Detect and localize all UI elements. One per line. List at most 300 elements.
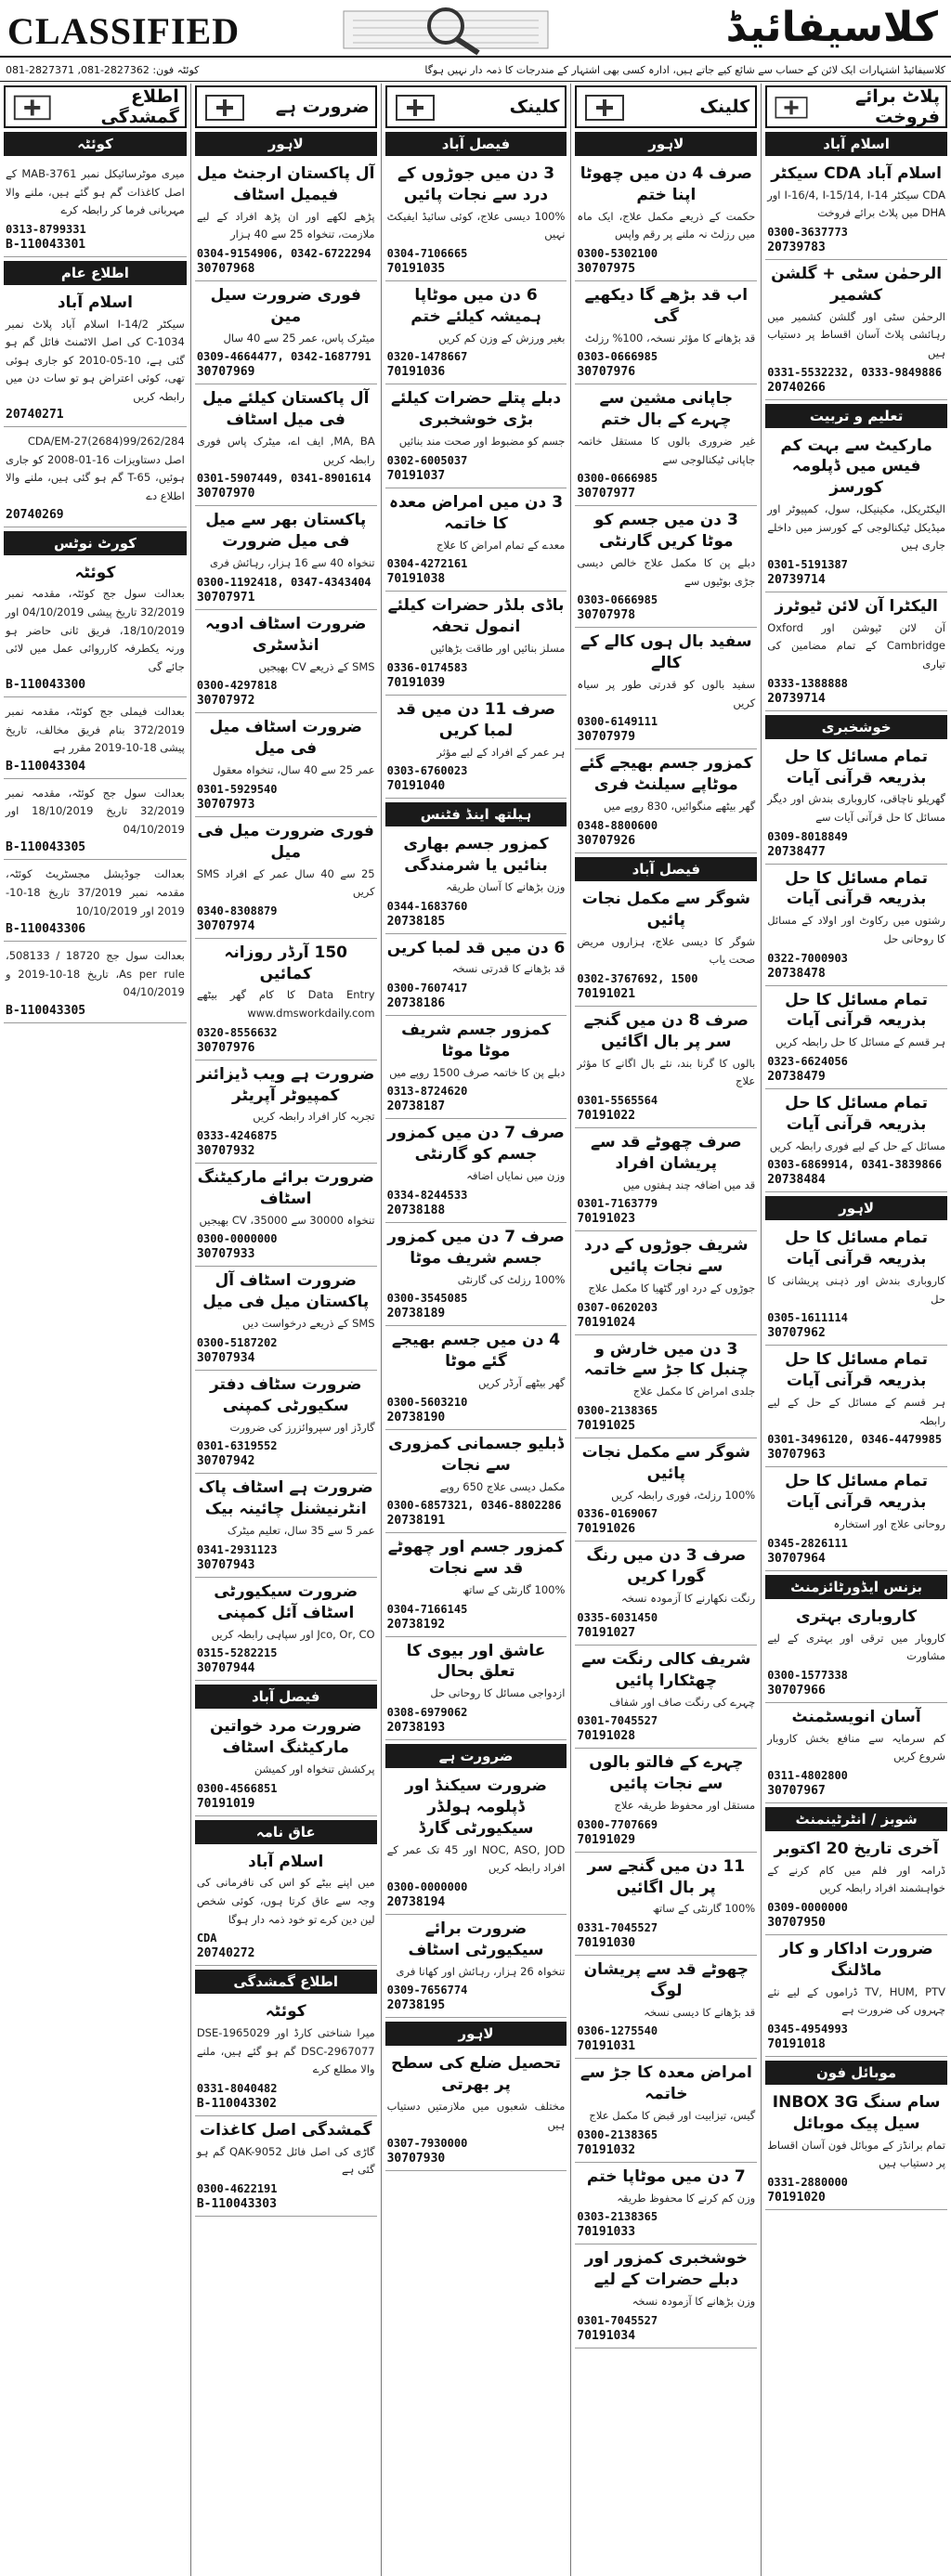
classified-ad bbox=[765, 986, 947, 1089]
classified-ad bbox=[385, 830, 567, 933]
section-city-banner: لاہور bbox=[385, 2022, 567, 2046]
ad-headline: 6 دن میں قد لمبا کریں bbox=[386, 938, 566, 957]
ad-phone: 0301-3496120, 0346-4479985 bbox=[767, 1433, 943, 1447]
ad-headline: چہرے کے فالتو بالوں سے نجات پائیں bbox=[589, 1753, 744, 1794]
ad-code: 20738189 bbox=[386, 1307, 446, 1321]
ad-code: 70191029 bbox=[577, 1832, 636, 1847]
section-city-banner: بزنس ایڈورٹائزمنٹ bbox=[765, 1575, 947, 1599]
ad-code: 70191023 bbox=[577, 1212, 636, 1227]
ad-code: 20740266 bbox=[767, 380, 826, 395]
ad-code: 70191040 bbox=[386, 779, 446, 794]
ad-code: 30707975 bbox=[577, 261, 636, 276]
ad-body: ہر قسم کے مسائل کے حل کے لیے رابطہ bbox=[767, 1396, 945, 1427]
ad-headline: صرف 7 دن میں کمزور جسم کو گارنٹی bbox=[387, 1124, 565, 1164]
ad-phone: 0300-7707669 bbox=[577, 1817, 658, 1831]
section-city-banner: ہیلتھ اینڈ فٹنس bbox=[385, 802, 567, 826]
ad-body: معدے کے تمام امراض کا علاج bbox=[436, 538, 566, 552]
ad-headline: شریف کالی رنگت سے چھٹکارا پائیں bbox=[581, 1649, 751, 1690]
ad-body: ازدواجی مسائل کا روحانی حل bbox=[430, 1686, 566, 1700]
ad-headline: الیکٹرا آن لائن ٹیوٹرز bbox=[775, 597, 938, 616]
ad-body: تنخواہ 26 ہزار، رہائش اور کھانا فری bbox=[396, 1964, 566, 1978]
ad-code: 20738478 bbox=[767, 966, 826, 981]
classified-ad bbox=[765, 1467, 947, 1570]
ad-headline: مارکیٹ سے بہت کم فیس میں ڈپلومہ کورسز bbox=[780, 436, 932, 498]
ad-body: SMS کے ذریعے درخواست دیں bbox=[242, 1317, 375, 1331]
ad-phone: 0345-2826111 bbox=[767, 1536, 848, 1550]
ad-code: 20738185 bbox=[386, 914, 446, 929]
ad-phone: 0340-8308879 bbox=[196, 904, 278, 917]
ad-phone: 0300-5302100 bbox=[577, 246, 658, 260]
ad-code: 70191032 bbox=[577, 2142, 636, 2157]
classified-ad bbox=[195, 939, 377, 1060]
ad-code: 30707974 bbox=[196, 918, 255, 933]
ad-headline: اسلام آباد bbox=[57, 293, 133, 312]
ad-phone: 0331-5532232, 0333-9849886 bbox=[767, 365, 943, 379]
classified-ad bbox=[575, 1335, 757, 1438]
ad-phone: 0315-5282215 bbox=[196, 1646, 278, 1660]
ad-headline: کمزور جسم شریف موٹا موٹا bbox=[401, 1020, 551, 1060]
ad-phone: 0304-9154906, 0342-6722294 bbox=[196, 246, 371, 260]
ad-headline: آخری تاریخ 20 اکتوبر bbox=[774, 1839, 939, 1858]
ad-headline: صرف 7 دن میں کمزور جسم شریف موٹا bbox=[387, 1227, 565, 1268]
ad-headline: صرف 8 دن میں گنجے سر پر بال اگائیں bbox=[583, 1010, 749, 1051]
ad-phone: 0300-0666985 bbox=[577, 472, 658, 486]
ad-phone: 0300-4622191 bbox=[196, 2181, 278, 2195]
ad-body: غیر ضروری بالوں کا مستقل خاتمہ جاپانی ٹیکنالوجی سے bbox=[577, 435, 756, 466]
classified-ad bbox=[575, 1438, 757, 1542]
ad-code: 20738195 bbox=[386, 1998, 446, 2013]
ad-phone: 0304-7106665 bbox=[386, 246, 468, 260]
ad-code: 30707968 bbox=[196, 261, 255, 276]
classified-ad bbox=[195, 713, 377, 816]
ad-headline: ضرورت سٹاف دفتر سکیورٹی کمپنی bbox=[209, 1374, 362, 1415]
ad-code: 20738191 bbox=[386, 1514, 446, 1529]
ad-code: 20740269 bbox=[6, 507, 64, 522]
ad-body: عمر 25 سے 40 سال، تنخواہ معقول bbox=[213, 763, 375, 777]
ad-phone: 0311-4802800 bbox=[767, 1768, 848, 1782]
house-sign-icon bbox=[773, 90, 810, 124]
ad-code: 20740271 bbox=[6, 408, 64, 423]
ad-body: تمام برانڈز کے موبائل فون آسان اقساط پر دستیاب ہیں bbox=[767, 2138, 945, 2170]
ad-body: وزن بڑھانے کا آزمودہ نسخہ bbox=[632, 2295, 756, 2309]
classified-ad bbox=[765, 260, 947, 400]
ad-phone: 0302-3767692, 1500 bbox=[577, 971, 698, 985]
classified-ad bbox=[385, 1223, 567, 1326]
ad-code: 30707942 bbox=[196, 1454, 255, 1469]
ad-code: B-110043301 bbox=[6, 237, 86, 252]
ad-body: دبلے پن کا مکمل علاج خالص دیسی جڑی بوٹیوں سے bbox=[577, 556, 756, 588]
classified-ad bbox=[575, 1646, 757, 1749]
classified-ad bbox=[385, 1119, 567, 1222]
ad-code: 20738484 bbox=[767, 1173, 826, 1188]
classified-ad bbox=[575, 1007, 757, 1128]
ad-phone: 0304-4272161 bbox=[386, 557, 468, 571]
masthead-english-title: CLASSIFIED bbox=[7, 10, 241, 52]
ad-headline: ضرورت اداکار و کار ماڈلنگ bbox=[779, 1939, 933, 1980]
ad-phone: 0301-7045527 bbox=[577, 1714, 658, 1728]
classified-ad bbox=[575, 384, 757, 506]
ad-code: 30707971 bbox=[196, 590, 255, 605]
ad-code: 30707976 bbox=[577, 365, 636, 380]
ad-body: ڈرامہ اور فلم میں کام کرنے کے خواہشمند افراد رابطہ کریں bbox=[767, 1863, 945, 1895]
ad-headline: جاپانی مشین سے چہرے کے بال ختم bbox=[599, 389, 734, 430]
ad-phone: 0320-8556632 bbox=[196, 1025, 278, 1039]
ad-body: 100% گارنٹی کے ساتھ bbox=[652, 1902, 756, 1916]
masthead bbox=[0, 0, 951, 58]
classified-ad bbox=[385, 281, 567, 384]
ad-code: B-110043302 bbox=[196, 2096, 277, 2111]
ad-body: 100% گارنٹی کے ساتھ bbox=[462, 1582, 566, 1596]
section-city-banner: لاہور bbox=[195, 132, 377, 156]
ad-headline: ضرورت اسٹاف ادویہ انڈسٹری bbox=[205, 614, 367, 655]
ad-body: دبلے پن کا خاتمہ صرف 1500 روپے میں bbox=[389, 1065, 566, 1079]
ad-phone: 0300-6149111 bbox=[577, 715, 658, 729]
ad-phone: 0301-5191387 bbox=[767, 558, 848, 571]
ad-code: 70191021 bbox=[577, 986, 636, 1001]
ad-code: 30707979 bbox=[577, 730, 636, 745]
contact-phones: 081-2827371 ,081-2827362 :کوئٹہ فون bbox=[6, 64, 200, 76]
column-1 bbox=[761, 84, 951, 2576]
ad-phone: 0303-0666985 bbox=[577, 350, 658, 364]
section-city-banner: فیصل آباد bbox=[195, 1685, 377, 1709]
ad-headline: تمام مسائل کا حل بذریعہ قرآنی آیات bbox=[785, 1229, 929, 1269]
ad-code: 30707966 bbox=[767, 1683, 826, 1698]
ad-phone: 0303-6760023 bbox=[386, 764, 468, 778]
ad-body: میرا شناختی کارڈ اور DSE-1965029 DSC-2967077 گم ہو گئے ہیں، ملنے والا مطلع کرے bbox=[196, 2026, 375, 2076]
classified-ad bbox=[385, 1430, 567, 1533]
section-city-banner: عاق نامہ bbox=[195, 1820, 377, 1844]
ad-code: 70191030 bbox=[577, 1936, 636, 1951]
ad-code: 70191031 bbox=[577, 2039, 636, 2054]
ad-headline: تمام مسائل کا حل بذریعہ قرآنی آیات bbox=[785, 1093, 929, 1134]
classified-ad bbox=[765, 592, 947, 711]
ad-code: 30707944 bbox=[196, 1661, 255, 1676]
ad-phone: 0301-6319552 bbox=[196, 1439, 278, 1453]
ad-headline: اب قد بڑھے گا دیکھیے گی bbox=[584, 285, 749, 326]
ad-headline: سام سنگ INBOX 3G سیل پیک موبائل bbox=[772, 2092, 941, 2133]
ad-phone: 0309-8018849 bbox=[767, 829, 848, 843]
ad-code: 30707926 bbox=[577, 833, 636, 848]
ad-body: 100% رزلٹ کی گارنٹی bbox=[457, 1272, 566, 1286]
classified-columns bbox=[0, 84, 951, 2576]
classified-ad bbox=[385, 1915, 567, 2018]
section-city-banner: لاہور bbox=[765, 1196, 947, 1220]
ad-body: چہرے کی رنگت صاف اور شفاف bbox=[609, 1695, 756, 1709]
ad-headline: تمام مسائل کا حل بذریعہ قرآنی آیات bbox=[785, 1472, 929, 1513]
ad-body: عمر 5 سے 35 سال، تعلیم میٹرک bbox=[227, 1524, 375, 1538]
classified-ad bbox=[575, 2059, 757, 2162]
ad-body: گھر بیٹھے آرڈر کریں bbox=[477, 1376, 566, 1390]
classified-ad bbox=[575, 1542, 757, 1645]
ad-body: شوگر کا دیسی علاج، ہزاروں مریض صحت یاب bbox=[577, 934, 756, 967]
ad-body: روحانی علاج اور استخارہ bbox=[833, 1517, 945, 1531]
ad-headline: چھوٹے قد سے پریشان لوگ bbox=[583, 1960, 749, 2000]
column-heading-title: پلاٹ برائے فروخت bbox=[854, 86, 940, 127]
classified-ad bbox=[575, 2244, 757, 2348]
ad-phone: 0300-4566851 bbox=[196, 1781, 278, 1795]
ad-code: 30707933 bbox=[196, 1247, 255, 1262]
ad-phone: 0345-4954993 bbox=[767, 2022, 848, 2036]
classified-ad bbox=[385, 384, 567, 488]
ad-code: 20738187 bbox=[386, 1099, 446, 1114]
classified-ad bbox=[575, 749, 757, 852]
classified-ad bbox=[765, 743, 947, 865]
ad-body: قد بڑھانے کا قدرتی نسخہ bbox=[451, 962, 566, 976]
ad-body: جلدی امراض کا مکمل علاج bbox=[632, 1385, 756, 1399]
ad-phone: 0300-5187202 bbox=[196, 1335, 278, 1349]
classified-ad bbox=[385, 1772, 567, 1915]
ad-phone: 0336-0174583 bbox=[386, 660, 468, 674]
ad-phone: 0300-5603210 bbox=[386, 1395, 468, 1409]
column-heading-title: کلینک bbox=[509, 97, 560, 117]
ad-code: 20739783 bbox=[767, 241, 826, 255]
ad-headline: آل پاکستان ارجنٹ میل فیمیل اسٹاف bbox=[196, 164, 375, 204]
ad-phone: 0313-8799331 bbox=[6, 222, 86, 236]
column-heading-title: اطلاع گمشدگی bbox=[100, 86, 179, 127]
ad-phone: 0300-3637773 bbox=[767, 226, 848, 240]
ad-phone: 0303-0666985 bbox=[577, 593, 658, 607]
classified-ad bbox=[765, 1835, 947, 1935]
ad-code: 30707930 bbox=[386, 2152, 446, 2166]
ad-code: 70191022 bbox=[577, 1108, 636, 1123]
ad-code: 70191018 bbox=[767, 2036, 826, 2051]
ad-code: B-110043305 bbox=[6, 1003, 86, 1018]
ad-code: 20738194 bbox=[386, 1894, 446, 1909]
classified-ad bbox=[575, 1749, 757, 1852]
ad-headline: شوگر سے مکمل نجات پائیں bbox=[581, 889, 750, 930]
ad-code: 70191037 bbox=[386, 468, 446, 483]
ad-body: بعدالت جوڈیشل مجسٹریٹ کوئٹہ، مقدمہ نمبر 37/2019 تاریخ 18-10-2019 اور 10/10/2019 bbox=[6, 867, 185, 917]
classified-ad bbox=[765, 160, 947, 260]
classified-ad bbox=[385, 2049, 567, 2171]
classified-ad bbox=[765, 1603, 947, 1703]
classified-ad bbox=[765, 432, 947, 592]
ad-headline: کمزور جسم بھیجے گئے موٹاپے سیلنٹ فری bbox=[580, 754, 753, 795]
ad-phone: 0335-6031450 bbox=[577, 1610, 658, 1624]
classified-ad bbox=[195, 610, 377, 713]
classified-ad bbox=[575, 1231, 757, 1334]
section-city-banner: خوشخبری bbox=[765, 715, 947, 739]
ad-code: 70191026 bbox=[577, 1522, 636, 1537]
ad-body: وزن میں نمایاں اضافہ bbox=[466, 1169, 566, 1183]
section-city-banner: اسلام آباد bbox=[765, 132, 947, 156]
ad-code: 30707973 bbox=[196, 797, 255, 812]
section-city-banner: فیصل آباد bbox=[385, 132, 567, 156]
ad-headline: 7 دن میں موٹاپا ختم bbox=[586, 2166, 746, 2186]
classified-ad bbox=[4, 942, 187, 1023]
section-city-banner: موبائل فون bbox=[765, 2061, 947, 2085]
ad-phone: 0300-6857321, 0346-8802286 bbox=[386, 1499, 562, 1513]
classified-ad bbox=[195, 1060, 377, 1164]
ad-body: 25 سے 40 سال عمر کے افراد SMS کریں bbox=[196, 866, 375, 899]
column-3 bbox=[381, 84, 571, 2576]
ad-code: 30707977 bbox=[577, 487, 636, 501]
section-city-banner: کورٹ نوٹس bbox=[4, 531, 187, 555]
megaphone-icon bbox=[11, 90, 53, 124]
ad-headline: صرف چھوٹے قد سے پریشان افراد bbox=[590, 1132, 742, 1173]
ad-body: تجربہ کار افراد رابطہ کریں bbox=[253, 1110, 375, 1124]
ad-phone: 0303-6869914, 0341-3839866 bbox=[767, 1158, 943, 1172]
ad-headline: تحصیل ضلع کی سطح پر بھرتی bbox=[391, 2054, 561, 2095]
ad-body: ہر قسم کے مسائل کا حل رابطہ کریں bbox=[775, 1035, 945, 1049]
classified-ad bbox=[195, 2116, 377, 2217]
ad-headline: عاشق اور بیوی کا تعلق بحال bbox=[406, 1641, 546, 1682]
section-city-banner: اطلاع گمشدگی bbox=[195, 1970, 377, 1994]
ad-phone: 0333-4246875 bbox=[196, 1128, 278, 1142]
ad-phone: 0309-0000000 bbox=[767, 1900, 848, 1914]
ad-body: CDA/EM-27(2684)99/262/284 اصل دستاویزات 16-01-2008 کو جاری ہوئیں، T-65 گم ہو گئی ہیں، ملنے والا اطلاع دے bbox=[6, 435, 185, 502]
classified-ad bbox=[195, 1997, 377, 2116]
ad-headline: ضرورت سیکیورٹی اسٹاف آئل کمپنی bbox=[214, 1581, 358, 1622]
ad-code: 70191034 bbox=[577, 2328, 636, 2343]
ad-code: 20738479 bbox=[767, 1069, 826, 1084]
ad-body: تنخواہ 30000 سے 35000، CV بھیجیں bbox=[199, 1213, 375, 1227]
ad-headline: 3 دن میں امراض معدہ کا خاتمہ bbox=[388, 492, 564, 533]
classified-ad bbox=[765, 1703, 947, 1803]
ad-phone: 0302-6005037 bbox=[386, 453, 468, 467]
classified-ad bbox=[4, 559, 187, 698]
ad-code: 30707969 bbox=[196, 365, 255, 380]
ad-headline: شریف جوڑوں کے درد سے نجات پائیں bbox=[584, 1236, 749, 1277]
ad-headline: صرف 4 دن میں چھوٹا اپنا ختم bbox=[580, 164, 752, 204]
ad-body: آن لائن ٹیوشن اور Oxford Cambridge کے تمام مضامین کی تیاری bbox=[767, 620, 945, 671]
classified-ad bbox=[195, 1371, 377, 1474]
ad-code: B-110043300 bbox=[6, 678, 86, 693]
ad-body: قد بڑھانے کا دیسی نسخہ bbox=[644, 2005, 756, 2019]
ad-headline: اسلام آباد bbox=[248, 1852, 324, 1871]
ad-phone: 0348-8800600 bbox=[577, 818, 658, 832]
ad-body: میٹرک پاس، عمر 25 سے 40 سال bbox=[223, 331, 375, 345]
ad-code: 20738186 bbox=[386, 995, 446, 1010]
ad-code: 70191035 bbox=[386, 261, 446, 276]
classified-ad bbox=[385, 1016, 567, 1119]
ad-code: 20739714 bbox=[767, 691, 826, 706]
ad-headline: ضرورت برائے مارکیٹنگ اسٹاف bbox=[197, 1167, 374, 1208]
ad-phone: 0301-5565564 bbox=[577, 1093, 658, 1107]
classified-ad bbox=[195, 281, 377, 384]
ad-phone: 0333-1388888 bbox=[767, 676, 848, 690]
ad-headline: کوئٹہ bbox=[74, 563, 116, 582]
ad-body: جوڑوں کے درد اور گٹھیا کا مکمل علاج bbox=[588, 1281, 756, 1295]
ad-code: 30707934 bbox=[196, 1350, 255, 1365]
ad-body: Data Entry کا کام گھر بیٹھے www.dmsworkdaily.com bbox=[196, 988, 375, 1021]
ad-headline: امراض معدہ کا جڑ سے خاتمہ bbox=[580, 2063, 752, 2104]
ad-phone: CDA bbox=[196, 1932, 217, 1945]
ad-headline: تمام مسائل کا حل بذریعہ قرآنی آیات bbox=[785, 868, 929, 909]
ad-body: گھر بیٹھے منگوائیں، 830 روپے میں bbox=[603, 800, 756, 813]
ad-phone: 0300-0000000 bbox=[386, 1880, 468, 1893]
classified-ad bbox=[385, 1637, 567, 1740]
ad-code: 30707976 bbox=[196, 1040, 255, 1055]
ad-code: 30707943 bbox=[196, 1557, 255, 1572]
ad-code: 70191039 bbox=[386, 675, 446, 690]
ad-phone: 0309-4664477, 0342-1687791 bbox=[196, 350, 371, 364]
ad-headline: تمام مسائل کا حل بذریعہ قرآنی آیات bbox=[785, 747, 929, 787]
ad-body: رشتوں میں رکاوٹ اور اولاد کے مسائل کا روحانی حل bbox=[767, 914, 945, 945]
classified-ad bbox=[385, 934, 567, 1016]
ad-code: 70191024 bbox=[577, 1315, 636, 1330]
ad-body: مختلف شعبوں میں ملازمتیں دستیاب ہیں bbox=[386, 2100, 566, 2131]
ad-headline: آل پاکستان کیلئے میل فی میل اسٹاف bbox=[202, 389, 370, 430]
classified-ad bbox=[195, 384, 377, 506]
ad-phone: 0308-6979062 bbox=[386, 1705, 468, 1719]
ad-code: B-110043304 bbox=[6, 759, 86, 774]
ad-phone: 0331-2880000 bbox=[767, 2175, 848, 2189]
section-city-banner: لاہور bbox=[575, 132, 757, 156]
classified-ad bbox=[765, 1346, 947, 1467]
ad-headline: سفید بال ہوں کالے کے کالے bbox=[580, 632, 752, 673]
ad-body: الرحمٰن سٹی اور گلشن کشمیر میں رہائشی پلاٹ آسان اقساط پر دستیاب ہیں bbox=[767, 309, 945, 359]
ad-phone: 0301-7163779 bbox=[577, 1197, 658, 1211]
ad-headline: دبلے پتلے حضرات کیلئے بڑی خوشخبری bbox=[390, 389, 562, 430]
ad-code: 30707950 bbox=[767, 1915, 826, 1930]
ad-headline: اسلام آباد CDA سیکٹر bbox=[771, 164, 942, 183]
ad-body: مکمل دیسی علاج 650 روپے bbox=[439, 1479, 566, 1493]
ad-phone: 0304-7166145 bbox=[386, 1602, 468, 1616]
ad-headline: باڈی بلڈر حضرات کیلئے انمول تحفہ bbox=[387, 596, 565, 637]
ad-phone: 0305-1611114 bbox=[767, 1311, 848, 1325]
ad-headline: ڈبلیو جسمانی کمزوری سے نجات bbox=[387, 1434, 565, 1475]
ad-code: 20738193 bbox=[386, 1720, 446, 1735]
column-5 bbox=[0, 84, 190, 2576]
handshake-icon bbox=[202, 90, 247, 124]
classified-ad bbox=[195, 1164, 377, 1267]
column-heading bbox=[765, 85, 947, 128]
ad-phone: 0320-1478667 bbox=[386, 350, 468, 364]
ad-headline: ضرورت ہے اسٹاف پاک انٹرنیشنل چائینہ بیک bbox=[198, 1478, 373, 1519]
ad-body: سفید بالوں کو قدرتی طور پر سیاہ کریں bbox=[577, 678, 756, 709]
ad-body: بالوں کا گرنا بند، نئے بال اگانے کا مؤثر علاج bbox=[577, 1056, 756, 1088]
column-heading bbox=[4, 85, 187, 128]
ad-phone: 0309-7656774 bbox=[386, 1984, 468, 1997]
ad-body: بعدالت فیملی جج کوئٹہ، مقدمہ نمبر 372/2019 بنام فریق مخالف، تاریخ پیشی 18-10-2019 مقرر ہے bbox=[6, 705, 185, 755]
ad-phone: 0331-8040482 bbox=[196, 2081, 278, 2095]
ad-phone: 0344-1683760 bbox=[386, 899, 468, 913]
column-4 bbox=[190, 84, 381, 2576]
ad-body: CDA سیکٹر I-16/4, I-15/14, I-14 اور DHA میں پلاٹ برائے فروخت bbox=[767, 188, 945, 220]
classified-ad bbox=[765, 1935, 947, 2057]
ad-headline: تمام مسائل کا حل بذریعہ قرآنی آیات bbox=[785, 1350, 929, 1391]
classified-ad bbox=[195, 160, 377, 281]
ad-code: 70191020 bbox=[767, 2190, 826, 2205]
masthead-urdu-title: کلاسیفائیڈ bbox=[725, 4, 938, 51]
ad-phone: 0303-2138365 bbox=[577, 2210, 658, 2224]
classified-ad bbox=[4, 427, 187, 527]
ad-phone: 0300-2138365 bbox=[577, 1403, 658, 1417]
section-city-banner: ضرورت ہے bbox=[385, 1744, 567, 1768]
ad-phone: 0307-7930000 bbox=[386, 2137, 468, 2151]
column-heading bbox=[575, 85, 757, 128]
ad-body: ہر عمر کے افراد کے لیے مؤثر bbox=[436, 745, 566, 759]
column-heading bbox=[195, 85, 377, 128]
column-heading-title: ضرورت ہے bbox=[275, 97, 370, 117]
ad-phone: 0300-7607417 bbox=[386, 981, 468, 995]
ad-code: 20740272 bbox=[196, 1946, 255, 1961]
ad-body: کاروبار میں ترقی اور بہتری کے لیے مشاورت bbox=[767, 1631, 945, 1663]
ad-body: بعدالت سول جج کوئٹہ، مقدمہ نمبر 32/2019 تاریخ 18/10/2019 اور 04/10/2019 bbox=[6, 786, 185, 836]
ad-phone: 0300-1192418, 0347-4343404 bbox=[196, 575, 371, 589]
ad-code: 30707962 bbox=[767, 1326, 826, 1341]
ad-code: 70191028 bbox=[577, 1729, 636, 1744]
ad-body: قد بڑھانے کا مؤثر نسخہ، 100% رزلٹ bbox=[584, 331, 756, 345]
magnifier-newspaper-illustration bbox=[306, 2, 585, 56]
ad-body: مسلز بنائیں اور طاقت بڑھائیں bbox=[430, 642, 566, 656]
ad-headline: 3 دن میں خارش و چنبل کا جڑ سے خاتمہ bbox=[583, 1339, 749, 1380]
ad-phone: 0300-2138365 bbox=[577, 2127, 658, 2141]
ad-code: 30707978 bbox=[577, 608, 636, 623]
ad-code: 20738192 bbox=[386, 1617, 446, 1632]
ad-code: 20738188 bbox=[386, 1203, 446, 1217]
